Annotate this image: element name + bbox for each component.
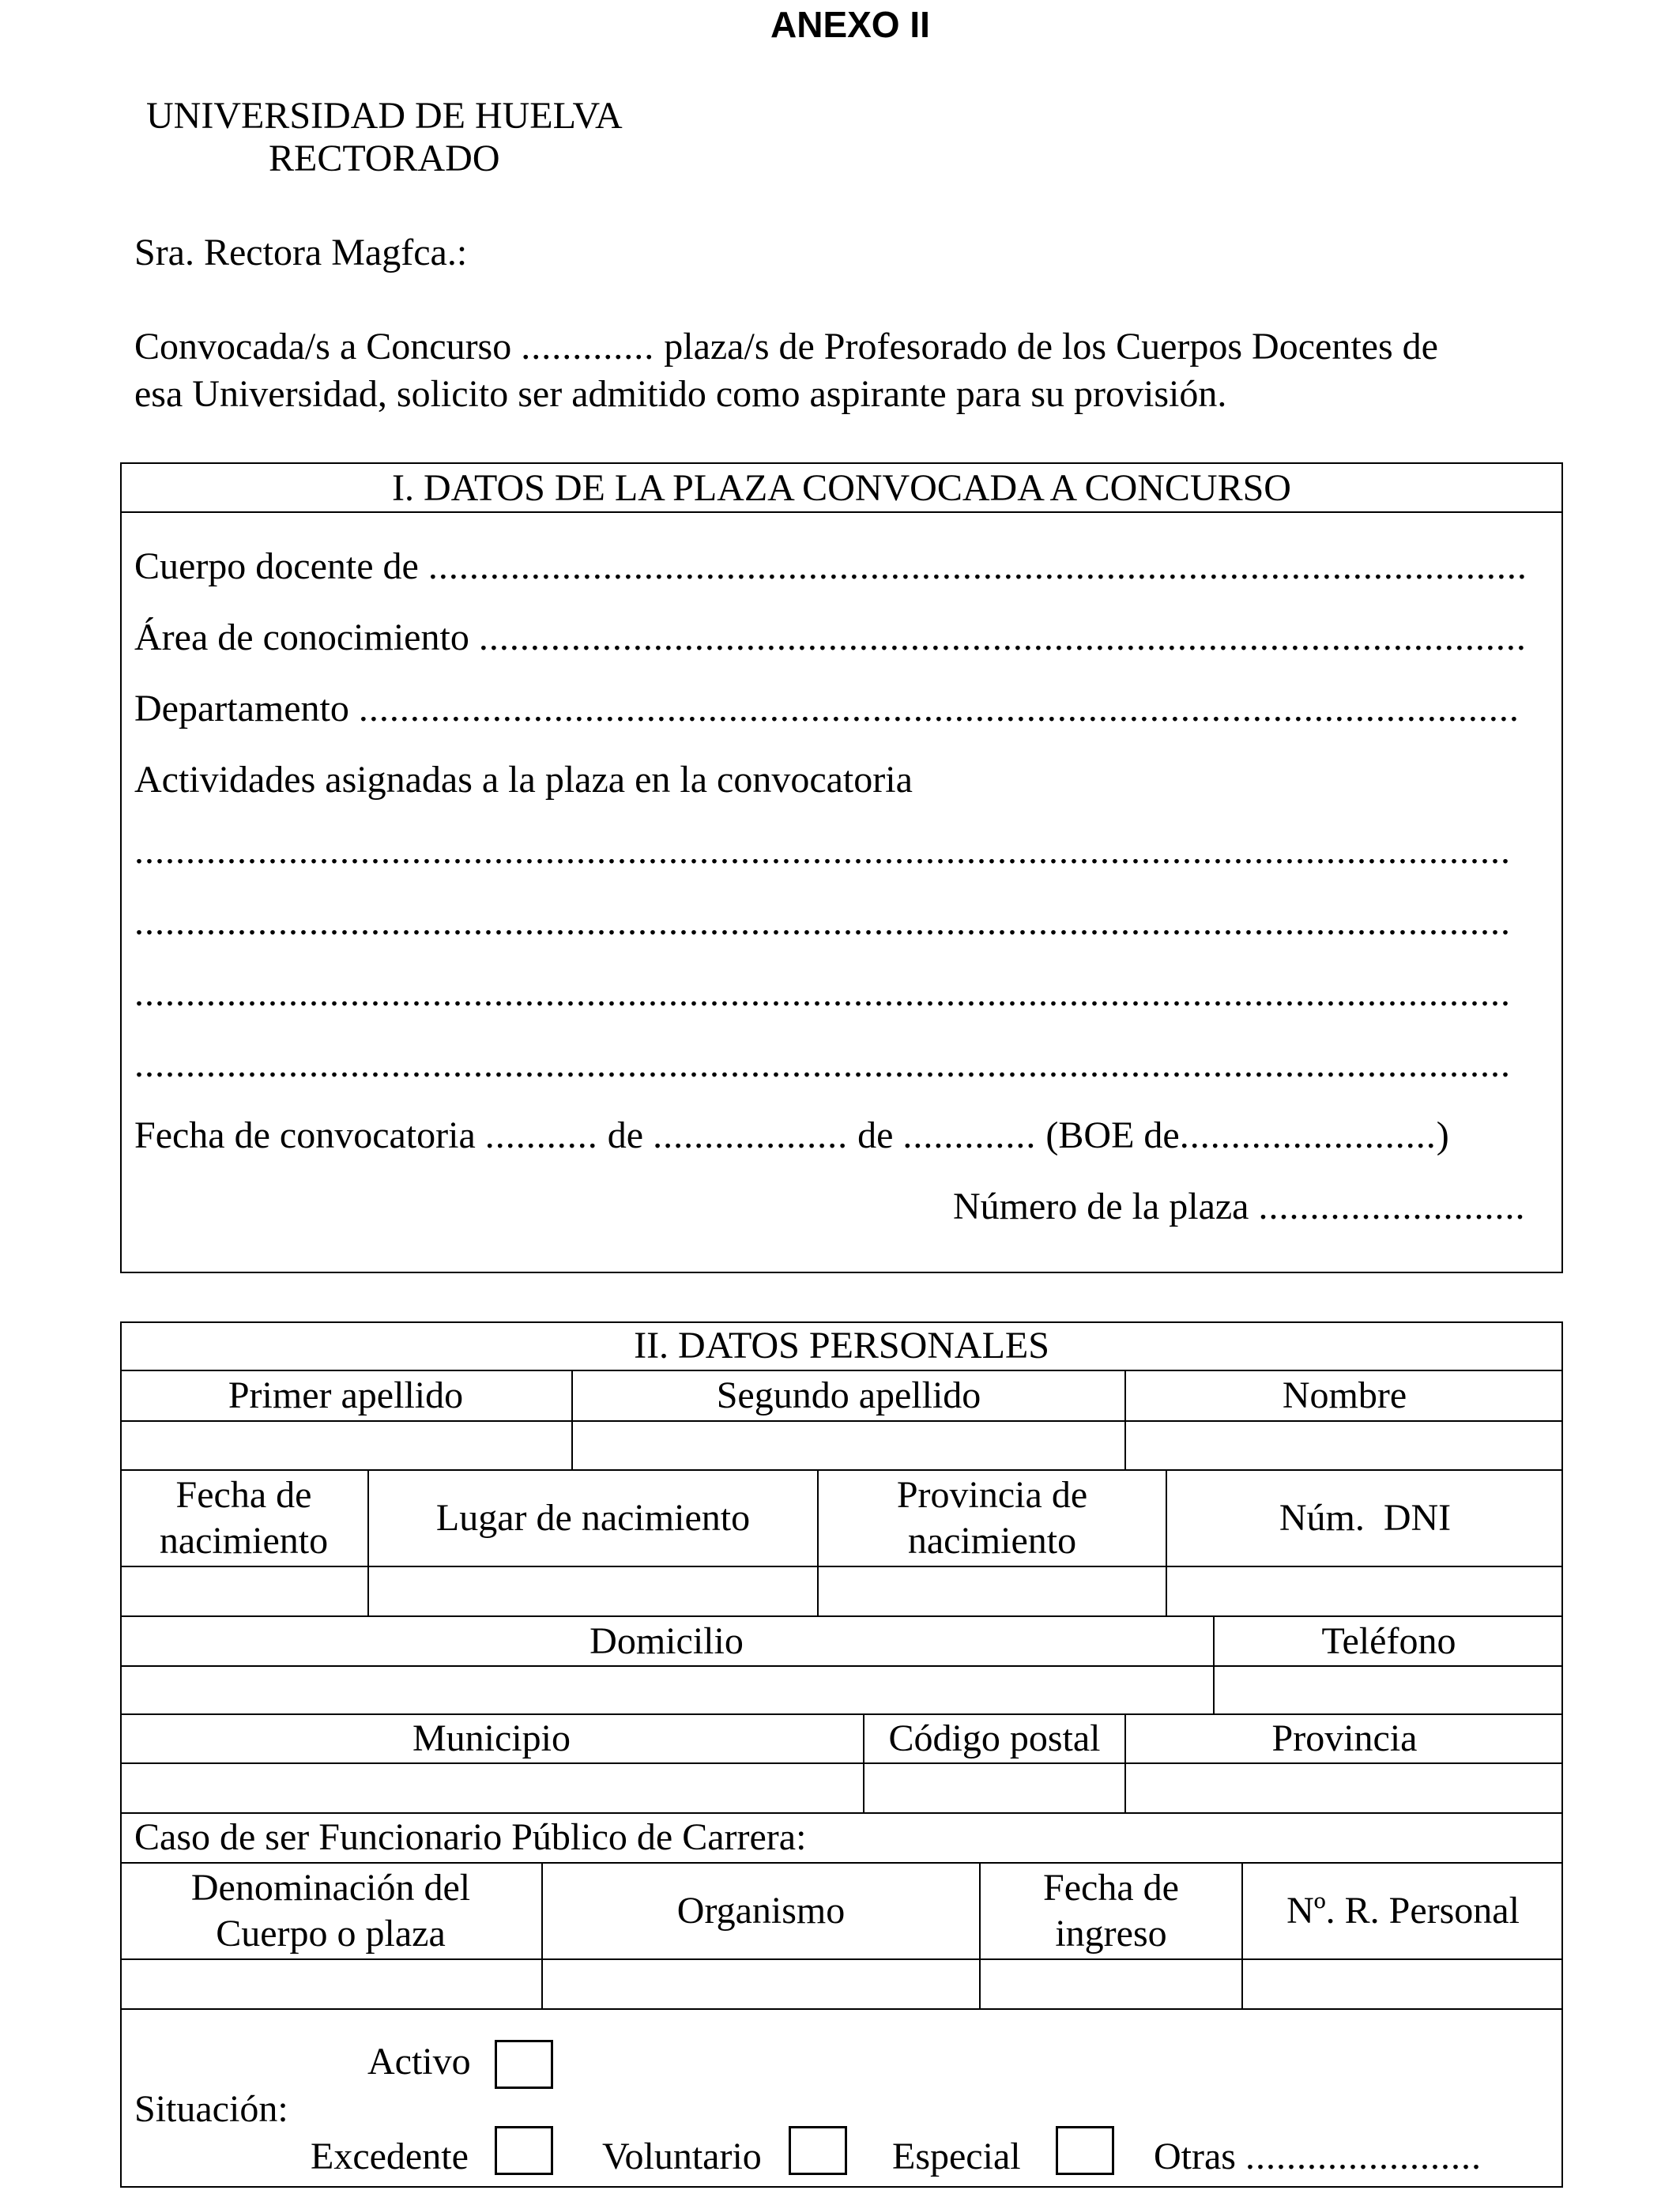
primer-apellido-label: Primer apellido <box>228 1374 464 1416</box>
provincia-nacimiento-label-1: Provincia de <box>896 1474 1088 1516</box>
lugar-nacimiento-label: Lugar de nacimiento <box>435 1497 751 1539</box>
actividades-line-3[interactable]: ...................................................................................................................................... <box>134 972 1511 1014</box>
municipio-input[interactable] <box>122 1764 863 1812</box>
denominacion-input[interactable] <box>122 1960 541 2008</box>
voluntario-checkbox[interactable] <box>789 2126 847 2175</box>
denominacion-label-1: Denominación del <box>190 1867 471 1909</box>
boe-blank[interactable]: ......................... <box>1179 1114 1437 1156</box>
numero-plaza-label: Número de la plaza <box>953 1186 1249 1227</box>
nombre-input[interactable] <box>1126 1422 1561 1469</box>
fecha-ingreso-input[interactable] <box>981 1960 1241 2008</box>
fecha-nacimiento-label <box>120 1471 367 1566</box>
section-plaza-title: I. DATOS DE LA PLAZA CONVOCADA A CONCURSO <box>392 467 1291 509</box>
dni-input[interactable] <box>1167 1567 1561 1615</box>
intro-line-2: esa Universidad, solicito ser admitido como aspirante para su provisión. <box>134 373 1227 415</box>
actividades-label: Actividades asignadas a la plaza en la convocatoria <box>134 759 913 801</box>
domicilio-input[interactable] <box>122 1667 1213 1713</box>
fecha-de-2: de <box>857 1114 894 1156</box>
nrp-input[interactable] <box>1243 1960 1561 2008</box>
fecha-ingreso-label-1: Fecha de <box>1043 1867 1179 1909</box>
section-plaza-title-divider <box>120 511 1563 513</box>
otras-row <box>1154 2134 1482 2180</box>
fecha-ingreso-label-2: ingreso <box>1055 1913 1167 1955</box>
departamento-label: Departamento <box>134 688 349 729</box>
area-conocimiento-row <box>134 615 1527 661</box>
intro-line-1-start: Convocada/s a Concurso <box>134 326 512 368</box>
rule-municipio-input <box>120 1812 1563 1814</box>
university-name: UNIVERSIDAD DE HUELVA <box>146 95 623 137</box>
fecha-dia-blank[interactable]: ........... <box>484 1114 598 1156</box>
municipio-label: Municipio <box>412 1717 571 1759</box>
codigo-postal-label: Código postal <box>888 1717 1101 1759</box>
segundo-apellido-input[interactable] <box>573 1422 1124 1469</box>
plazas-count-blank[interactable]: ............. <box>521 326 655 368</box>
numero-plaza-blank[interactable]: .......................... <box>1258 1186 1526 1227</box>
provincia-input[interactable] <box>1126 1764 1561 1812</box>
telefono-label: Teléfono <box>1321 1619 1456 1662</box>
nrp-label: Nº. R. Personal <box>1286 1890 1520 1932</box>
rule-cuerpo-input <box>120 2008 1563 2010</box>
intro-line-1 <box>134 324 1438 370</box>
fecha-mes-blank[interactable]: ................... <box>653 1114 849 1156</box>
actividades-line-4[interactable]: ...................................................................................................................................... <box>134 1043 1511 1085</box>
provincia-nacimiento-label <box>819 1471 1166 1566</box>
activo-label: Activo <box>367 2041 471 2083</box>
provincia-nacimiento-label-2: nacimiento <box>907 1520 1077 1562</box>
organismo-label: Organismo <box>676 1890 846 1932</box>
organismo-input[interactable] <box>543 1960 979 2008</box>
otras-label: Otras <box>1154 2136 1236 2177</box>
excedente-label: Excedente <box>311 2136 469 2177</box>
denominacion-label <box>120 1864 541 1958</box>
cuerpo-docente-label: Cuerpo docente de <box>134 545 419 587</box>
denominacion-label-2: Cuerpo o plaza <box>216 1913 446 1955</box>
lugar-nacimiento-input[interactable] <box>369 1567 817 1615</box>
voluntario-label: Voluntario <box>602 2136 762 2177</box>
fecha-convocatoria-row <box>134 1113 1449 1159</box>
annex-title: ANEXO II <box>770 4 930 45</box>
funcionario-heading: Caso de ser Funcionario Público de Carrera: <box>134 1816 807 1858</box>
fecha-nacimiento-label-1: Fecha de <box>175 1474 312 1516</box>
salutation: Sra. Rectora Magfca.: <box>134 232 468 273</box>
nombre-label: Nombre <box>1282 1374 1407 1416</box>
fecha-de-1: de <box>607 1114 644 1156</box>
codigo-postal-input[interactable] <box>864 1764 1124 1812</box>
primer-apellido-input[interactable] <box>122 1422 571 1469</box>
fecha-convocatoria-label: Fecha de convocatoria <box>134 1114 476 1156</box>
area-conocimiento-blank[interactable]: ...................................................................................................... <box>478 616 1527 658</box>
intro-line-1-end: plaza/s de Profesorado de los Cuerpos Docentes de <box>664 326 1438 368</box>
numero-plaza-row <box>953 1184 1525 1230</box>
departamento-blank[interactable]: ................................................................................................................. <box>358 688 1520 729</box>
fecha-nacimiento-label-2: nacimiento <box>159 1520 329 1562</box>
domicilio-label: Domicilio <box>590 1619 744 1662</box>
segundo-apellido-label: Segundo apellido <box>716 1374 981 1416</box>
departamento-row <box>134 686 1520 732</box>
section-personal-title: II. DATOS PERSONALES <box>634 1324 1049 1367</box>
boe-close: ) <box>1436 1114 1449 1156</box>
otras-blank[interactable]: ....................... <box>1245 2136 1482 2177</box>
cuerpo-docente-row <box>134 544 1527 590</box>
actividades-line-1[interactable]: ...................................................................................................................................... <box>134 830 1511 872</box>
situacion-label: Situación: <box>134 2088 288 2130</box>
fecha-nacimiento-input[interactable] <box>122 1567 367 1615</box>
fecha-ingreso-label <box>981 1864 1241 1958</box>
office-name: RECTORADO <box>269 138 500 179</box>
area-conocimiento-label: Área de conocimiento <box>134 616 469 658</box>
telefono-input[interactable] <box>1215 1667 1561 1713</box>
boe-label: (BOE de <box>1045 1114 1180 1156</box>
especial-label: Especial <box>892 2136 1021 2177</box>
fecha-anio-blank[interactable]: ............. <box>902 1114 1037 1156</box>
especial-checkbox[interactable] <box>1056 2126 1114 2175</box>
provincia-nacimiento-input[interactable] <box>819 1567 1166 1615</box>
excedente-checkbox[interactable] <box>495 2126 553 2175</box>
cuerpo-docente-blank[interactable]: ........................................................................................................... <box>428 545 1527 587</box>
activo-checkbox[interactable] <box>495 2040 553 2089</box>
provincia-label: Provincia <box>1271 1717 1418 1759</box>
actividades-line-2[interactable]: ...................................................................................................................................... <box>134 901 1511 943</box>
dni-label: Núm. DNI <box>1279 1497 1452 1539</box>
